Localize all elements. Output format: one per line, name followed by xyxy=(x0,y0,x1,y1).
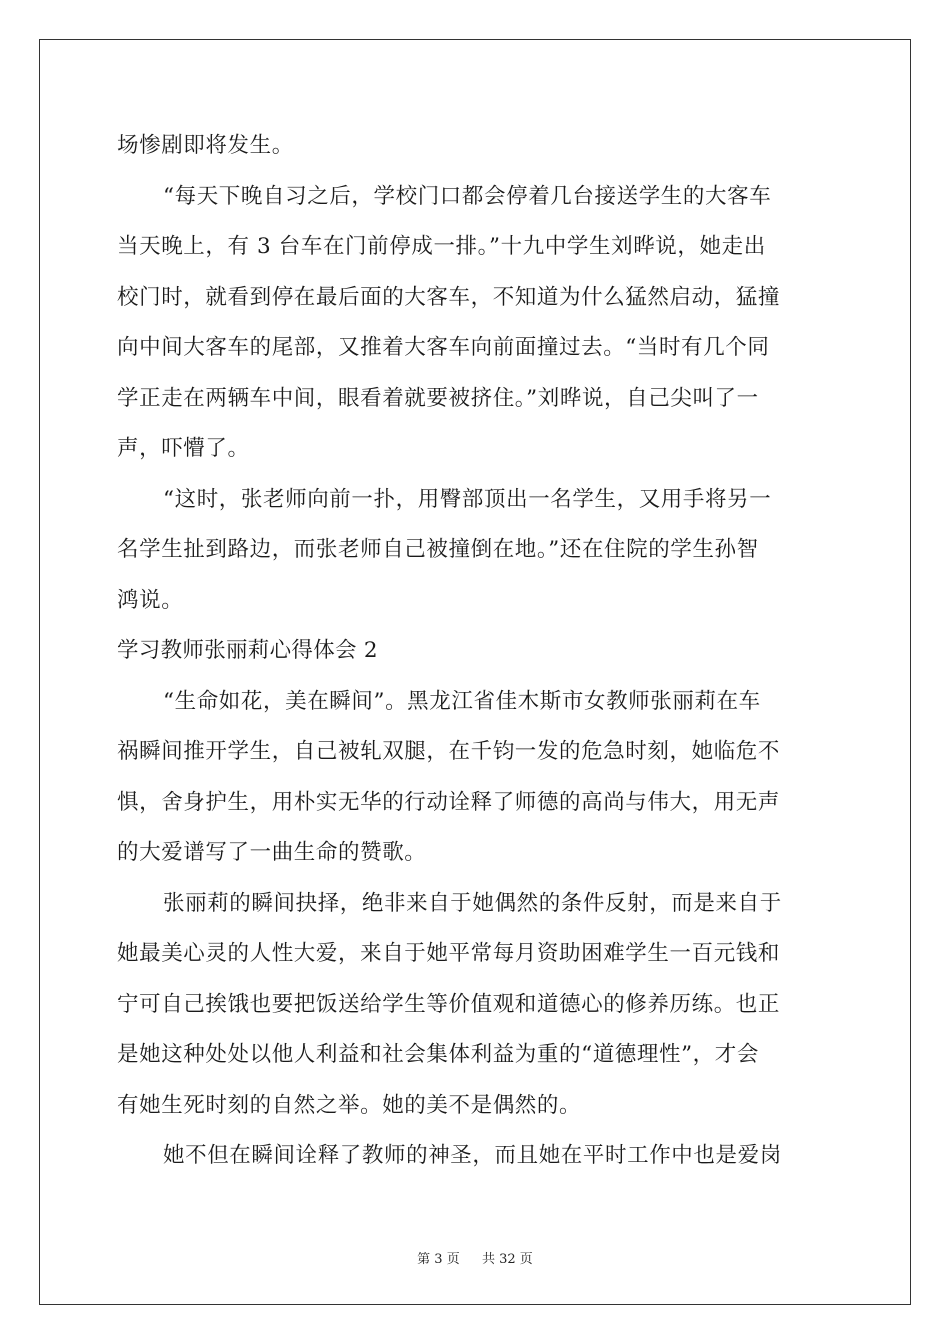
text-line: 鸿说。 xyxy=(117,587,184,613)
text-line: 声，吓懵了。 xyxy=(117,436,250,461)
text-line: 的大爱谱写了一曲生命的赞歌。 xyxy=(117,840,427,865)
total-pages: 共 32 页 xyxy=(482,1252,533,1267)
text-line: 场惨剧即将发生。 xyxy=(117,133,294,158)
text-line: 她最美心灵的人性大爱，来自于她平常每月资助困难学生一百元钱和 xyxy=(117,941,781,966)
paragraph-start-line: 她不但在瞬间诠释了教师的神圣，而且她在平时工作中也是爱岗 xyxy=(163,1143,782,1168)
paragraph-start-line: “每天下晚自习之后，学校门口都会停着几台接送学生的大客车 xyxy=(163,183,772,209)
text-line: 是她这种处处以他人利益和社会集体利益为重的“道德理性”，才会 xyxy=(117,1042,759,1067)
text-line: 学正走在两辆车中间，眼看着就要被挤住。”刘晔说，自己尖叫了一 xyxy=(117,385,759,411)
page-footer xyxy=(0,1248,950,1267)
text-line: 向中间大客车的尾部，又推着大客车向前面撞过去。“当时有几个同 xyxy=(117,335,770,360)
text-line: 名学生扯到路边，而张老师自己被撞倒在地。”还在住院的学生孙智 xyxy=(117,537,759,562)
section-heading: 学习教师张丽莉心得体会 2 xyxy=(117,638,378,663)
paragraph-start-line: “生命如花，美在瞬间”。黑龙江省佳木斯市女教师张丽莉在车 xyxy=(163,688,761,714)
text-line: 祸瞬间推开学生，自己被轧双腿，在千钧一发的危急时刻，她临危不 xyxy=(117,739,781,764)
document-body xyxy=(117,128,832,1189)
text-line: 惧，舍身护生，用朴实无华的行动诠释了师德的高尚与伟大，用无声 xyxy=(117,789,781,815)
text-line: 有她生死时刻的自然之举。她的美不是偶然的。 xyxy=(117,1092,582,1118)
text-line: 宁可自己挨饿也要把饭送给学生等价值观和道德心的修养历练。也正 xyxy=(117,991,781,1017)
paragraph-start-line: “这时，张老师向前一扑，用臀部顶出一名学生，又用手将另一 xyxy=(163,486,772,512)
paragraph-start-line: 张丽莉的瞬间抉择，绝非来自于她偶然的条件反射，而是来自于 xyxy=(163,890,782,916)
text-line: 校门时，就看到停在最后面的大客车，不知道为什么猛然启动，猛撞 xyxy=(117,284,781,310)
page-number: 第 3 页 xyxy=(417,1252,460,1267)
text-line: 当天晚上，有 3 台车在门前停成一排。”十九中学生刘晔说，她走出 xyxy=(117,234,766,259)
